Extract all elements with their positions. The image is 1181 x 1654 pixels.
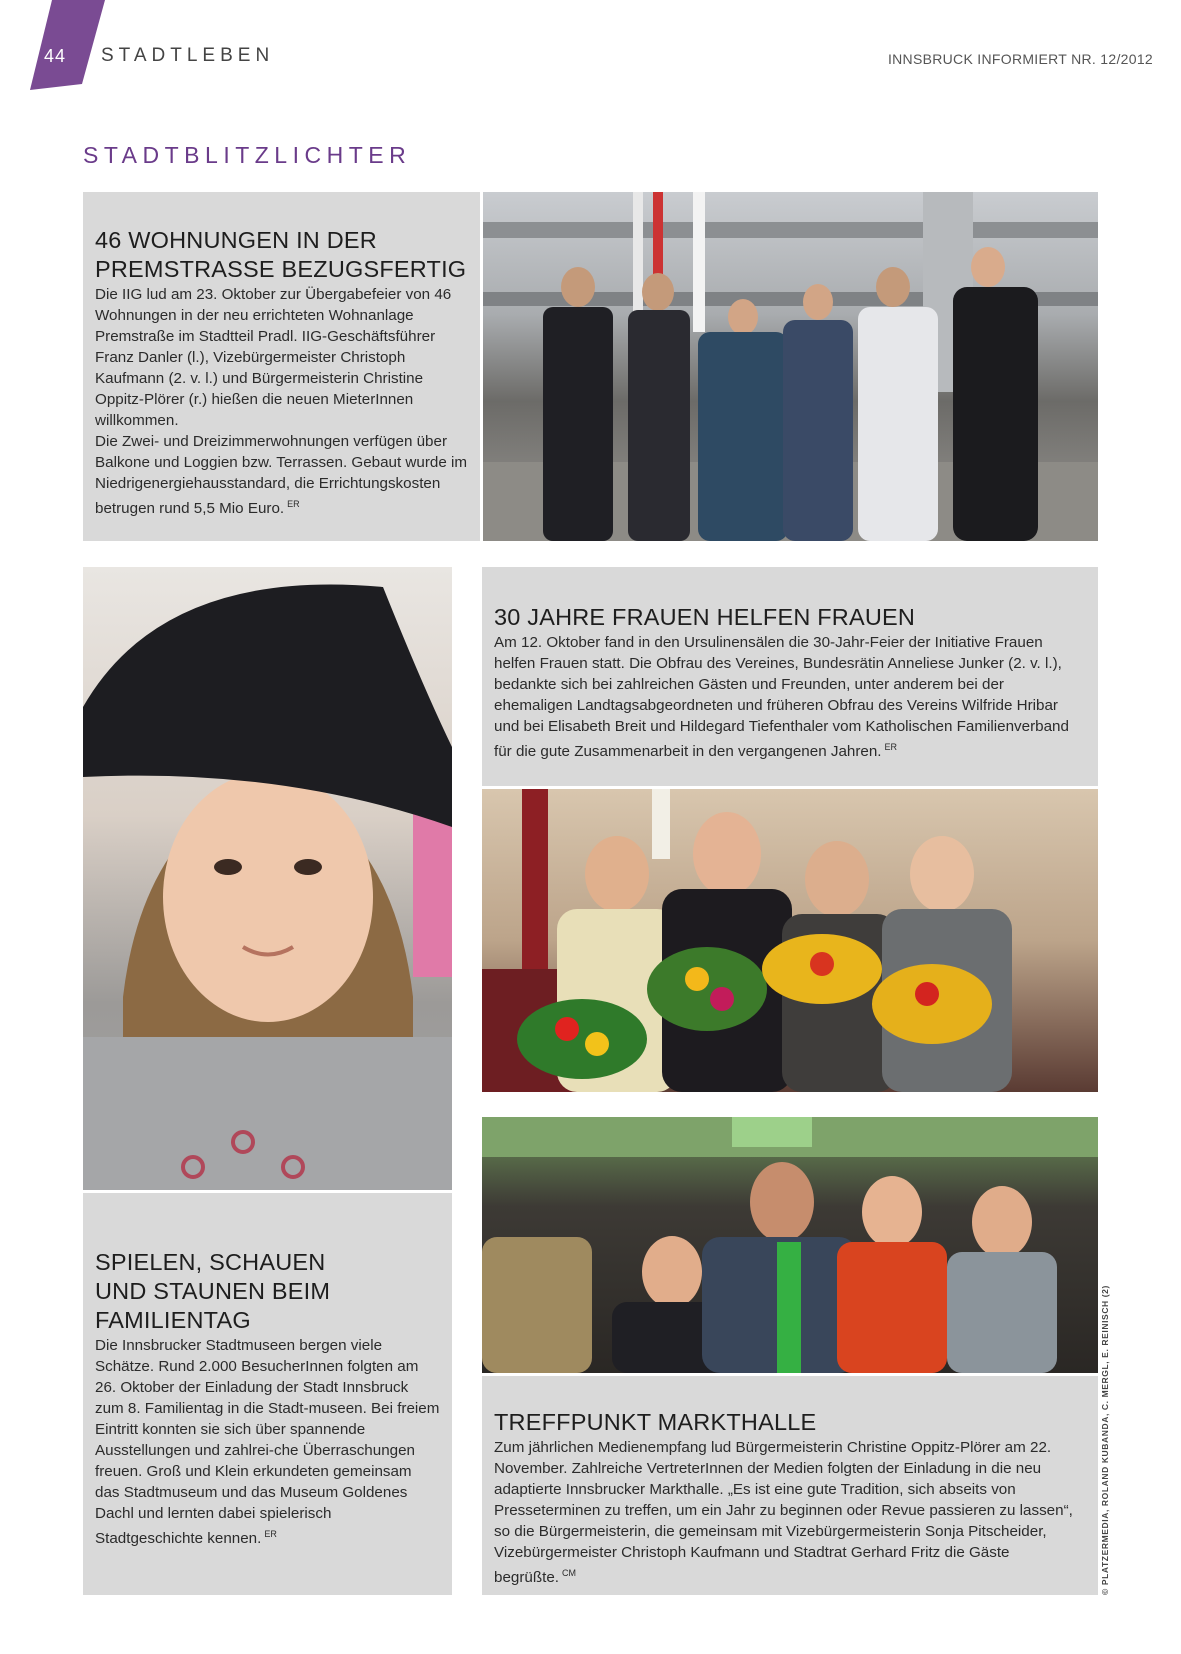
section-title: STADTLEBEN (101, 45, 275, 66)
article-wohnungen (83, 192, 480, 541)
author-tag: ER (884, 742, 898, 752)
rubric-title: STADTBLITZLICHTER (83, 142, 412, 168)
author-tag: ER (287, 499, 300, 509)
photo-illustration (83, 567, 452, 1190)
author-tag: ER (264, 1529, 277, 1539)
issue-label: INNSBRUCK INFORMIERT NR. 12/2012 (887, 51, 1153, 67)
article-text: Am 12. Oktober fand in den Ursulinensälen die 30-Jahr-Feier der Initiative Frauen helfen Frauen statt. Die Obfrau des Vereines, Bundesrätin Anneliese Junker (2. v. l.), bedankte sich bei zahlreichen Gästen und Freunden, unter anderem bei der ehemaligen Landtagsabgeordneten und früheren Obfrau des Vereins Wilfride Hribar und bei Elisabeth Breit und Hildegard Tiefenthaler vom Katholischen Familienverband für die gute Zusammenarbeit in den vergangenen Jahren. $^{ER}$ (494, 634, 1069, 761)
article-title: 30 JAHRE FRAUEN HELFEN FRAUEN (494, 604, 916, 630)
photo-illustration (482, 789, 1098, 1092)
article-text: Die Innsbrucker Stadtmuseen bergen viele Schätze. Rund 2.000 BesucherInnen folgten am 26. Oktober der Einladung der Stadt Innsbruck zum 8. Familientag in die Stadt-museen. Bei freiem Eintritt konnten sie sich über spannende Ausstellungen und zahlrei-che Überraschungen freuen. Groß und Klein erkundeten gemeinsam das Stadtmuseum und das Museum Goldenes Dachl und lernten dabei spielerisch Stadtgeschichte kennen. $^{ER}$ (95, 1337, 440, 1548)
photo-credit: © PLATZERMEDIA, ROLAND KUBANDA, C. MERGL, E. REINISCH (2) (1100, 1285, 1110, 1595)
page-number-tab (30, 0, 105, 90)
article-text: Die Zwei- und Dreizimmerwohnungen verfügen über Balkone und Loggien bzw. Terrassen. Gebaut wurde im Niedrigenergiehausstandard, die Errichtungskosten betrugen rund 5,5 Mio Euro. $^{ER}$ (95, 433, 468, 518)
article-title: 46 WOHNUNGEN IN DER PREMSTRASSE BEZUGSFERTIG (95, 227, 467, 282)
page-number: 44 (44, 46, 67, 66)
article-title: SPIELEN, SCHAUEN UND STAUNEN BEIM FAMILIENTAG (95, 1249, 331, 1333)
article-title: TREFFPUNKT MARKTHALLE (494, 1409, 817, 1435)
photo-markthalle (482, 1117, 1098, 1373)
article-frauen-helfen-frauen (482, 567, 1098, 786)
photo-frauen (482, 789, 1098, 1092)
photo-illustration (483, 192, 1098, 541)
author-tag: CM (562, 1568, 577, 1578)
photo-illustration (482, 1117, 1098, 1373)
article-familientag (83, 1193, 452, 1595)
photo-familientag (83, 567, 452, 1190)
article-markthalle (482, 1376, 1098, 1595)
article-text: Die IIG lud am 23. Oktober zur Übergabefeier von 46 Wohnungen in der neu errichteten Wohnanlage Premstraße im Stadtteil Pradl. IIG-Geschäftsführer Franz Danler (l.), Vizebürgermeister Christoph Kaufmann (2. v. l.) und Bürgermeisterin Christine Oppitz-Plörer (r.) hießen die neuen MieterInnen willkommen. (95, 286, 452, 429)
photo-wohnanlage (483, 192, 1098, 541)
article-text: Zum jährlichen Medienempfang lud Bürgermeisterin Christine Oppitz-Plörer am 22. November. Zahlreiche VertreterInnen der Medien folgten der Einladung in die neu adaptierte Innsbrucker Markthalle. „Es ist eine gute Tradition, sich abseits von Presseterminen zu treffen, um ein Jahr zu beginnen oder Revue passieren zu lassen“, so die Bürgermeisterin, die gemeinsam mit Vizebürgermeisterin Sonja Pitscheider, Vizebürgermeister Christoph Kaufmann und Stadtrat Gerhard Fritz die Gäste begrüßte. $^{CM}$ (494, 1439, 1073, 1587)
